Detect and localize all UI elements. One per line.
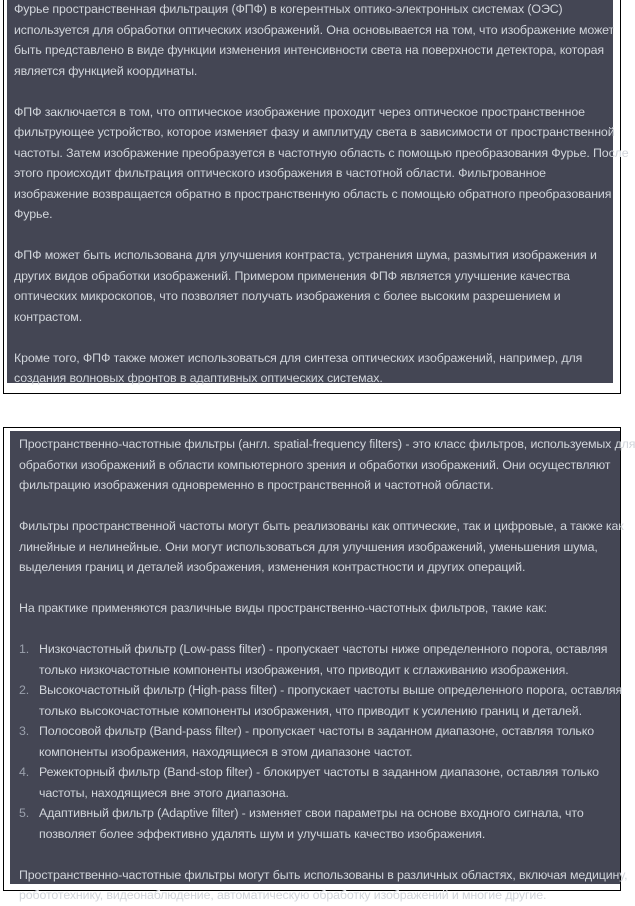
paragraph: [14, 348, 607, 389]
text-line: линейные и нелинейные. Они могут использоваться для улучшения изображений, уменьшения шума,: [19, 539, 598, 554]
text-line: изображение возвращается обратно в пространственную область с помощью обратного преобразования: [14, 186, 612, 201]
list-item: [19, 721, 620, 762]
paragraph: [14, 102, 629, 225]
text-line: оптических микроскопов, что позволяет получать изображения с более высоким разрешением и: [14, 289, 561, 303]
list-number: 2.: [19, 683, 30, 697]
text-line: Полосовой фильтр (Band-pass filter) - пропускает частоты в заданном диапазоне, оставляя только: [39, 724, 594, 738]
text-line: обработки изображений в области компьютерного зрения и обработки изображений. Они осуществляют: [19, 457, 611, 472]
text-line: создания волновых фронтов в адаптивных оптических системах.: [14, 371, 383, 385]
text-line: Режекторный фильтр (Band-stop filter) - блокирует частоты в заданном диапазоне, оставляя только: [39, 765, 599, 779]
text-line: Высокочастотный фильтр (High-pass filter) - пропускает частоты выше определенного порога, оставляя: [39, 683, 623, 697]
list-number: 5.: [19, 806, 30, 820]
text-line: Пространственно-частотные фильтры могут быть использованы в различных областях, включая медицину,: [19, 867, 628, 882]
paragraph: [19, 434, 635, 496]
chat-answer-panel-1: [7, 0, 629, 385]
list-item: [19, 680, 623, 721]
text-line: контрастом.: [14, 309, 83, 324]
list-item: [19, 639, 620, 680]
paragraph: [14, 0, 615, 81]
text-line: На практике применяются различные виды пространственно-частотных фильтров, такие как:: [19, 601, 547, 615]
text-line: фильтрующее устройство, которое изменяет фазу и амплитуду света в зависимости от пространственной: [14, 125, 615, 139]
answer-frame-1: [3, 0, 629, 394]
paragraph: [19, 865, 628, 906]
text-line: фильтрацию изображения одновременно в пространственной и частотной области.: [19, 478, 494, 492]
text-line: частоты. Затем изображение преобразуется в частотную область с помощью преобразования Фурье. После: [14, 145, 629, 160]
text-line: Низкочастотный фильтр (Low-pass filter) - пропускает частоты ниже определенного порога, оставляя: [39, 642, 608, 656]
list-item: [19, 762, 620, 803]
text-line: этого происходит фильтрация оптического изображения в частотной области. Фильтрованное: [14, 166, 546, 180]
paragraph: [19, 516, 624, 578]
text-line: Пространственно-частотные фильтры (англ. spatial-frequency filters) - это класс фильтров, используемых для: [19, 437, 635, 451]
list-number: 3.: [19, 724, 30, 738]
answer-frame-2: [3, 427, 635, 902]
text-line: Адаптивный фильтр (Adaptive filter) - изменяет свои параметры на основе входного сигнала, что: [39, 806, 584, 820]
text-line: Фильтры пространственной частоты могут быть реализованы как оптические, так и цифровые, а также как: [19, 519, 624, 533]
list-number: 1.: [19, 642, 30, 656]
paragraph: [14, 245, 607, 327]
paragraph: [19, 598, 620, 619]
text-line: других видов обработки изображений. Примером применения ФПФ является улучшение качества: [14, 268, 570, 283]
text-line: робототехнику, видеонаблюдение, автоматическую обработку изображений и многие другие.: [19, 888, 547, 902]
text-line: Фурье пространственная фильтрация (ФПФ) в когерентных оптико-электронных системах (ОЭС): [14, 2, 563, 16]
text-line: компоненты изображения, находящиеся в этом диапазоне частот.: [39, 744, 413, 759]
text-line: Фурье.: [14, 207, 53, 221]
text-line: позволяет более эффективно удалять шум и улучшать качество изображения.: [39, 826, 486, 841]
text-line: частоты, находящиеся вне этого диапазона.: [39, 785, 289, 800]
list-item: [19, 803, 620, 844]
text-line: только высокочастотные компоненты изображения, что приводит к усилению границ и деталей.: [39, 703, 582, 718]
filter-types-list: [19, 639, 623, 844]
text-line: ФПФ может быть использована для улучшения контраста, устранения шума, размытия изображения и: [14, 248, 597, 262]
list-number: 4.: [19, 765, 30, 779]
text-line: используется для обработки оптических изображений. Она основывается на том, что изображение может: [14, 22, 615, 37]
chat-answer-panel-2: [10, 431, 635, 902]
text-line: ФПФ заключается в том, что оптическое изображение проходит через оптическое пространственное: [14, 104, 585, 119]
text-line: Кроме того, ФПФ также может использоваться для синтеза оптических изображений, например, для: [14, 350, 583, 365]
text-line: быть представлено в виде функции изменения интенсивности света на поверхности детектора, которая: [14, 43, 604, 57]
text-line: является функцией координаты.: [14, 63, 198, 78]
text-line: выделения границ и деталей изображения, изменения контрастности и других операций.: [19, 560, 526, 574]
text-line: только низкочастотные компоненты изображения, что приводит к сглаживанию изображения.: [39, 662, 569, 677]
